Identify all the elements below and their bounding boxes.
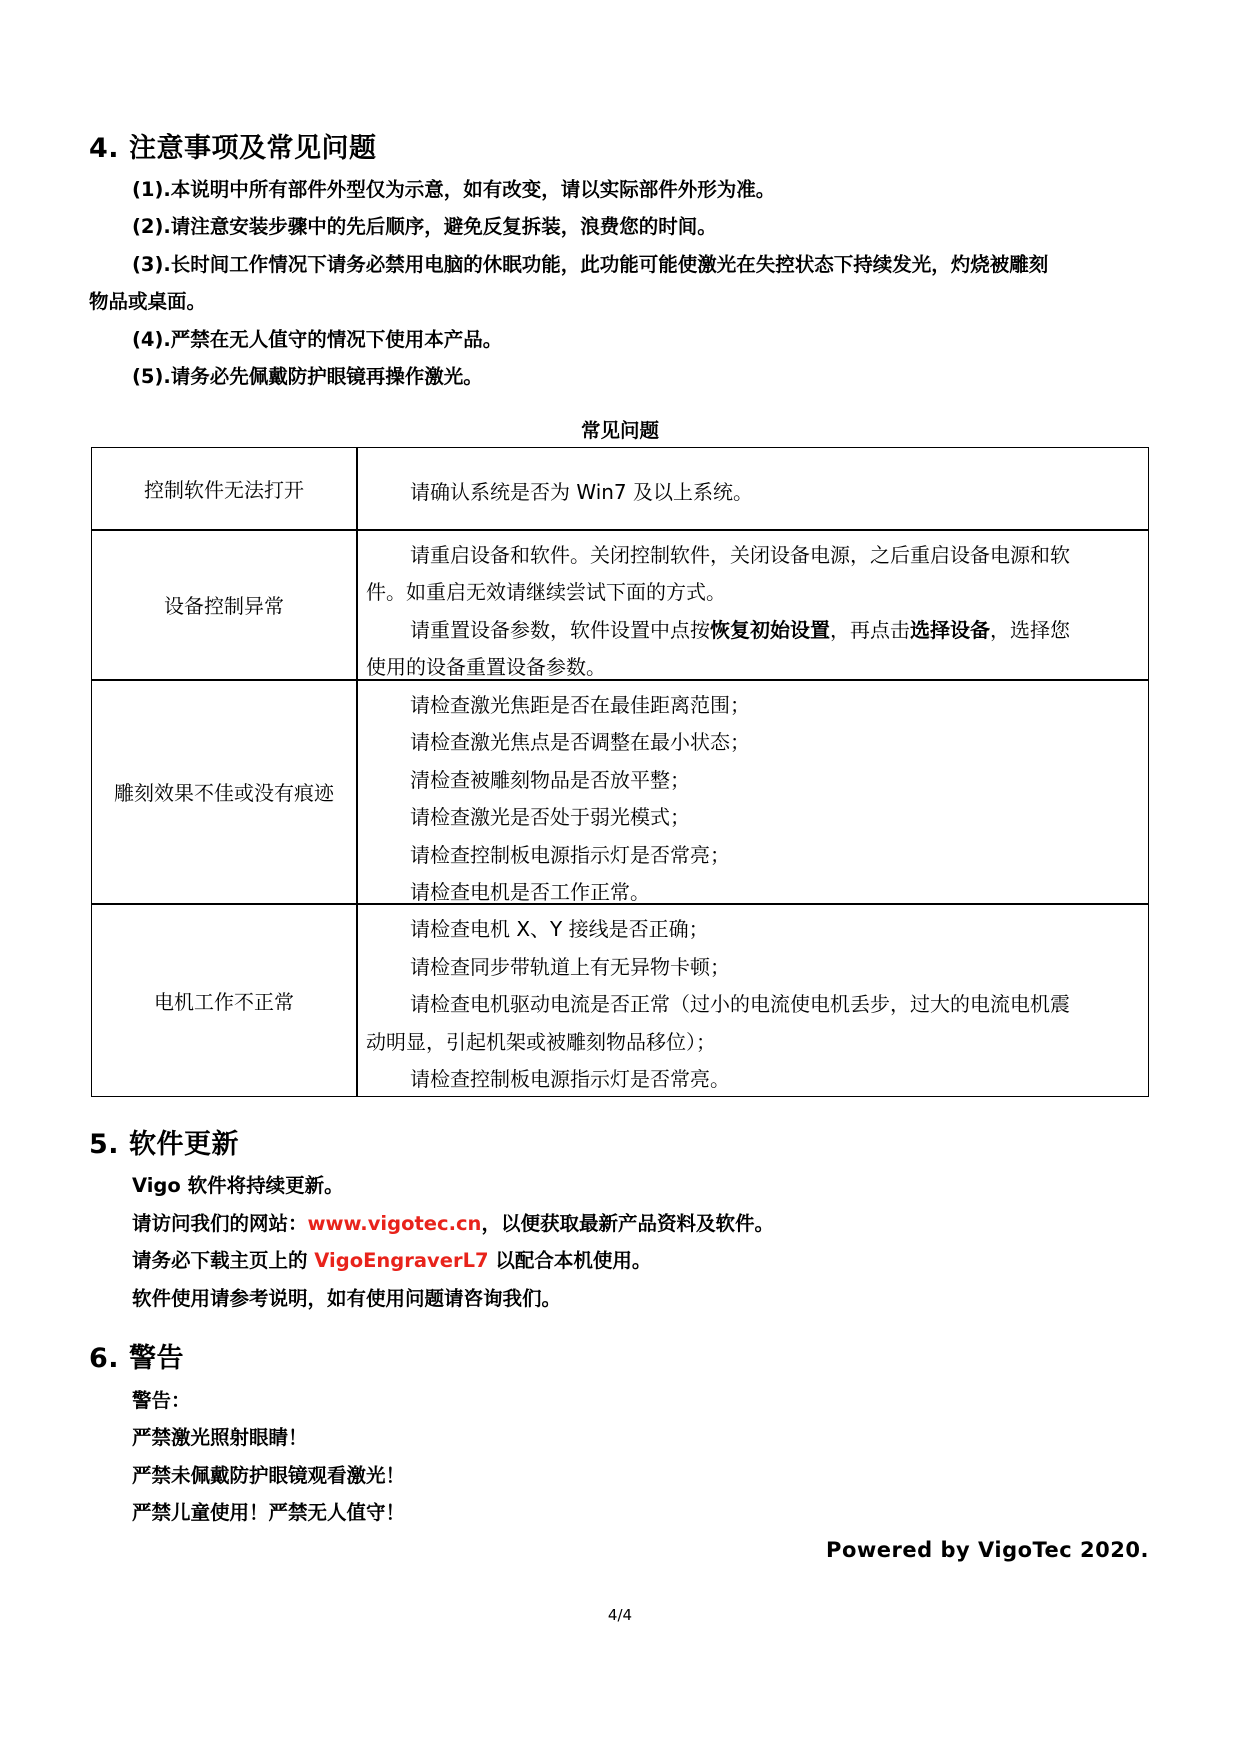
website-line — [132, 1208, 774, 1236]
download-suffix: 以配合本机使用。 — [488, 1249, 652, 1272]
support-line: 软件使用请参考说明，如有使用问题请咨询我们。 — [132, 1287, 562, 1310]
note-1: (1).本说明中所有部件外型仅为示意，如有改变，请以实际部件外形为准。 — [132, 178, 776, 201]
faq-answer-line: 请检查激光焦点是否调整在最小状态； — [410, 730, 750, 754]
download-line — [132, 1245, 651, 1273]
faq-question-1: 控制软件无法打开 — [144, 478, 304, 502]
faq-answer-line: 请检查电机驱动电流是否正常（过小的电流使电机丢步，过大的电流电机震 — [410, 992, 1070, 1016]
faq-table-title: 常见问题 — [580, 419, 659, 442]
faq-question-3: 雕刻效果不佳或没有痕迹 — [114, 780, 334, 805]
faq-answer-line: 请检查电机 X、Y 接线是否正确； — [410, 917, 709, 941]
section-5-heading: 5. 软件更新 — [89, 1129, 239, 1160]
warning-line: 严禁激光照射眼睛！ — [132, 1426, 308, 1449]
website-prefix: 请访问我们的网站： — [132, 1212, 308, 1235]
faq-answer-line: 清检查被雕刻物品是否放平整； — [410, 768, 690, 792]
website-link[interactable]: www.vigotec.cn — [307, 1212, 482, 1235]
faq-answer-line: 使用的设备重置设备参数。 — [366, 655, 606, 679]
restore-default-settings-text: 恢复初始设置 — [710, 618, 830, 642]
faq-answer-line: 请检查控制板电源指示灯是否常亮。 — [410, 1067, 730, 1091]
faq-answer-line: 请重启设备和软件。关闭控制软件，关闭设备电源，之后重启设备电源和软 — [410, 543, 1070, 567]
warning-line: 严禁未佩戴防护眼镜观看激光！ — [132, 1464, 406, 1487]
note-3-continued: 物品或桌面。 — [89, 290, 207, 313]
faq-answer-line: 请检查同步带轨道上有无异物卡顿； — [410, 955, 730, 979]
warning-line: 严禁儿童使用！严禁无人值守！ — [132, 1501, 406, 1524]
note-4: (4).严禁在无人值守的情况下使用本产品。 — [132, 328, 503, 351]
faq-answer-line — [410, 614, 1070, 643]
software-update-line: Vigo 软件将持续更新。 — [132, 1174, 344, 1197]
software-name-link[interactable]: VigoEngraverL7 — [314, 1249, 489, 1272]
faq-answer-line: 动明显，引起机架或被雕刻物品移位）； — [366, 1030, 716, 1054]
note-2: (2).请注意安装步骤中的先后顺序，避免反复拆装，浪费您的时间。 — [132, 215, 717, 238]
download-prefix: 请务必下载主页上的 — [132, 1249, 315, 1272]
faq-question-2: 设备控制异常 — [164, 593, 284, 618]
page-number: 4/4 — [607, 1606, 633, 1624]
faq-answer-line: 请检查激光焦距是否在最佳距离范围； — [410, 693, 750, 717]
section-6-heading: 6. 警告 — [89, 1343, 184, 1374]
answer-text: 请重置设备参数，软件设置中点按 — [410, 618, 710, 642]
faq-answer-line: 件。如重启无效请继续尝试下面的方式。 — [366, 580, 726, 604]
faq-answer-line: 请检查电机是否工作正常。 — [410, 880, 650, 904]
column-divider — [356, 448, 358, 1096]
answer-text: ，选择您 — [990, 618, 1070, 642]
faq-answer-line: 请检查激光是否处于弱光模式； — [410, 805, 690, 829]
note-3: (3).长时间工作情况下请务必禁用电脑的休眠功能，此功能可能使激光在失控状态下持续发光，灼烧被雕刻 — [132, 253, 1049, 276]
warning-label: 警告： — [132, 1389, 191, 1412]
select-device-text: 选择设备 — [910, 618, 990, 642]
faq-table — [91, 447, 1149, 1097]
section-4-heading: 4. 注意事项及常见问题 — [89, 133, 377, 164]
answer-text: ，再点击 — [830, 618, 910, 642]
faq-answer-line: 请检查控制板电源指示灯是否常亮； — [410, 843, 730, 867]
website-suffix: ，以便获取最新产品资料及软件。 — [481, 1212, 774, 1235]
powered-by-text: Powered by VigoTec 2020. — [826, 1538, 1149, 1562]
note-5: (5).请务必先佩戴防护眼镜再操作激光。 — [132, 365, 483, 388]
faq-answer-line: 请确认系统是否为 Win7 及以上系统。 — [410, 480, 754, 504]
faq-question-4: 电机工作不正常 — [154, 990, 294, 1014]
